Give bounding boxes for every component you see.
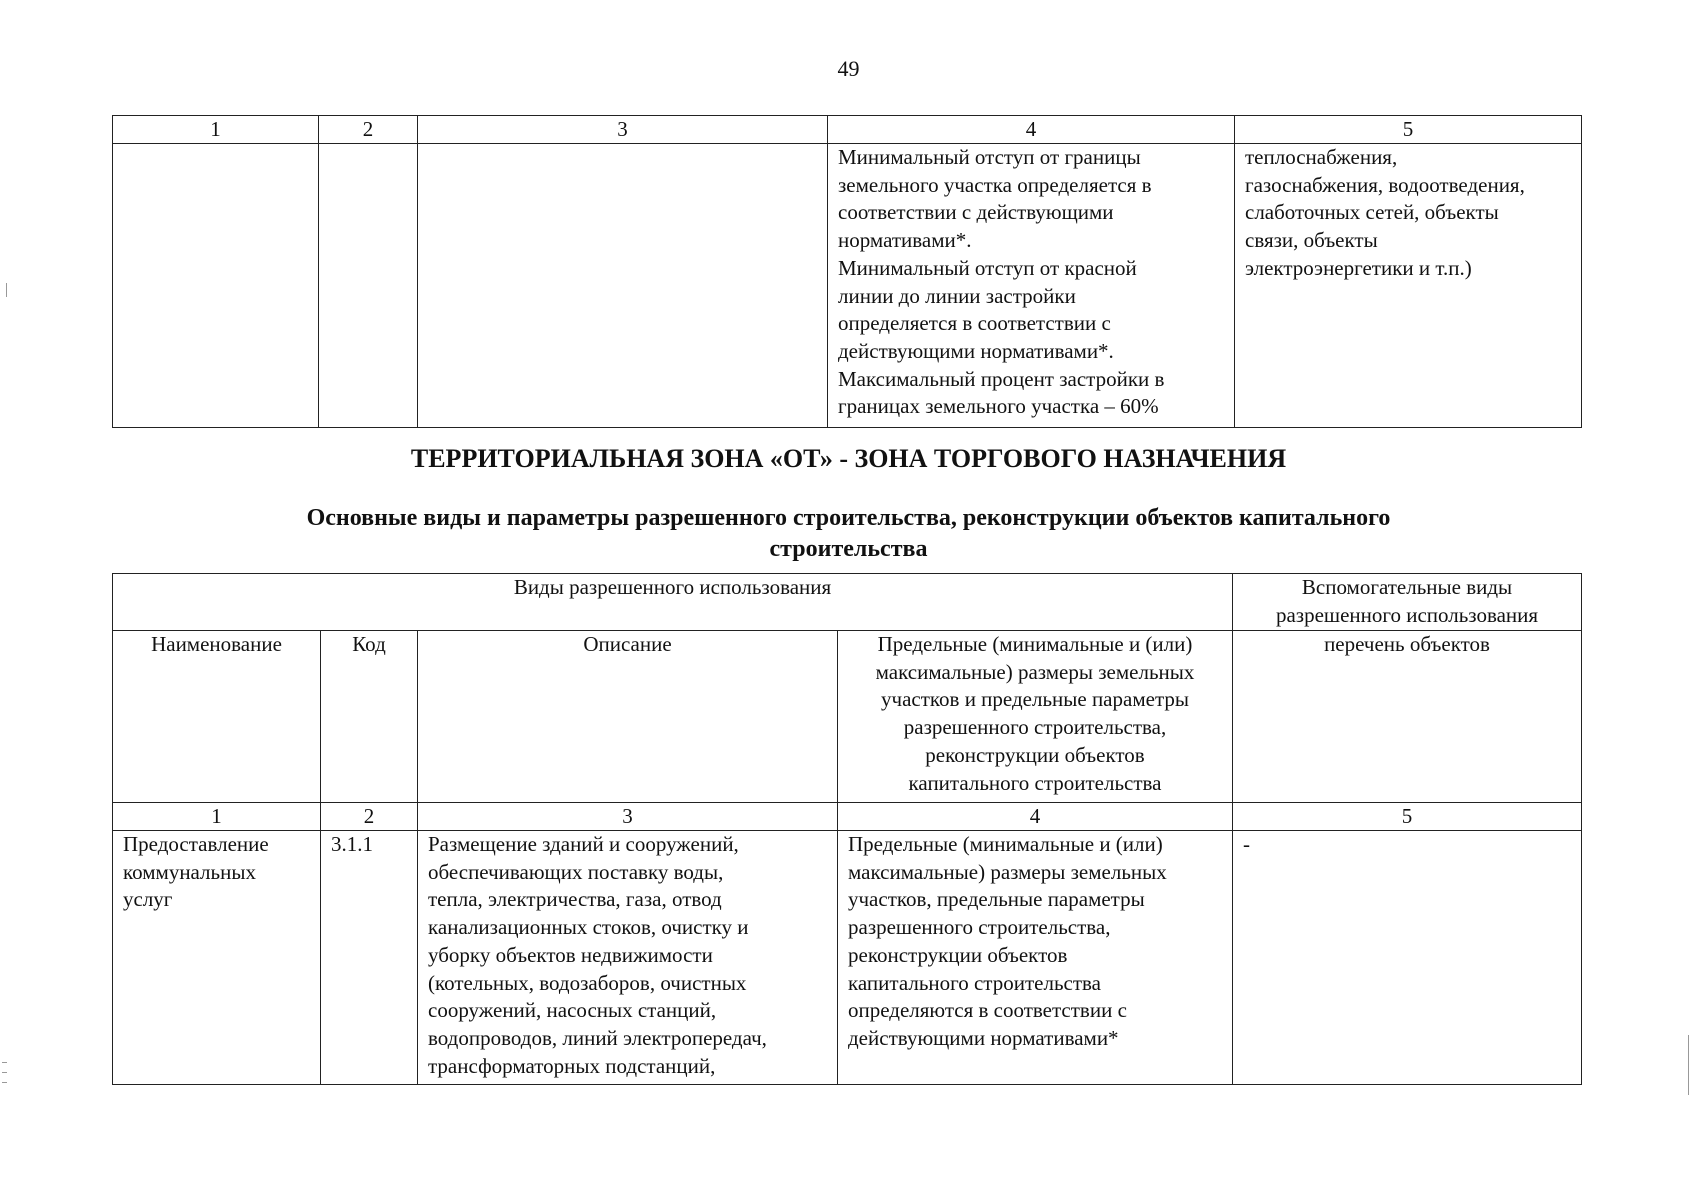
header-code: Код	[321, 631, 418, 803]
text-line: Максимальный процент застройки в	[838, 366, 1165, 391]
text-line: земельного участка определяется в	[838, 172, 1152, 197]
aux-header	[1233, 574, 1582, 631]
header-line: реконструкции объектов	[925, 742, 1145, 767]
text-line: тепла, электричества, газа, отвод	[428, 887, 722, 912]
text-line: Минимальный отступ от красной	[838, 255, 1137, 280]
text-line: Минимальный отступ от границы	[838, 145, 1141, 169]
text-line: Предельные (минимальные и (или)	[848, 832, 1163, 856]
text-line: уборку объектов недвижимости	[428, 942, 713, 967]
scan-margin-mark	[6, 283, 7, 297]
text-line: разрешенного строительства,	[848, 915, 1111, 940]
code-cell	[319, 144, 418, 428]
page-number: 49	[837, 56, 860, 81]
text-line: Предоставление	[123, 832, 269, 856]
text-line: действующими нормативами*	[848, 1025, 1119, 1050]
column-number: 5	[1235, 116, 1582, 144]
text-line: коммунальных	[123, 859, 256, 884]
text-line: участков, предельные параметры	[848, 887, 1145, 912]
header-line: Предельные (минимальные и (или)	[877, 632, 1193, 656]
continuation-table	[112, 115, 1582, 428]
section-subheading	[0, 503, 1697, 565]
column-number: 3	[418, 116, 828, 144]
text-line: границах земельного участка – 60%	[838, 394, 1159, 419]
limits-cell	[828, 144, 1235, 428]
name-cell	[113, 831, 321, 1085]
text-line: водопроводов, линий электропередач,	[428, 1025, 767, 1050]
text-line: соответствии с действующими	[838, 200, 1114, 225]
text-line: сооружений, насосных станций,	[428, 998, 717, 1023]
text-line: связи, объекты	[1245, 228, 1378, 253]
header-line: разрешенного строительства,	[903, 715, 1167, 740]
column-number-row	[113, 116, 1582, 144]
objects-cell: -	[1233, 831, 1582, 1085]
description-cell	[418, 831, 838, 1085]
column-number: 3	[418, 803, 838, 831]
header-line: капитального строительства	[908, 770, 1162, 795]
zone-heading: ТЕРРИТОРИАЛЬНАЯ ЗОНА «ОТ» - ЗОНА ТОРГОВОГО НАЗНАЧЕНИЯ	[410, 444, 1287, 473]
column-header-row	[113, 631, 1582, 803]
column-number: 1	[113, 116, 319, 144]
header-limits	[838, 631, 1233, 803]
table-row	[113, 831, 1582, 1085]
text-line: линии до линии застройки	[838, 283, 1076, 308]
header-line: максимальные) размеры земельных	[875, 659, 1195, 684]
text-line: трансформаторных подстанций,	[428, 1053, 716, 1078]
text-line: теплоснабжения,	[1245, 145, 1398, 169]
text-line: нормативами*.	[838, 228, 972, 253]
name-cell	[113, 144, 319, 428]
text-line: слаботочных сетей, объекты	[1245, 200, 1499, 225]
text-line: (котельных, водозаборов, очистных	[428, 970, 747, 995]
text-line: канализационных стоков, очистку и	[428, 915, 749, 940]
text-line: капитального строительства	[848, 970, 1101, 995]
scan-margin-mark	[2, 1072, 7, 1073]
text-line: газоснабжения, водоотведения,	[1245, 172, 1525, 197]
text-line: реконструкции объектов	[848, 942, 1068, 967]
table-row	[113, 144, 1582, 428]
column-number: 4	[828, 116, 1235, 144]
subheading-line: Основные виды и параметры разрешенного строительства, реконструкции объектов капитального	[306, 505, 1391, 531]
text-line: определяются в соответствии с	[848, 998, 1127, 1023]
limits-cell	[838, 831, 1233, 1085]
column-number: 2	[319, 116, 418, 144]
text-line: Размещение зданий и сооружений,	[428, 832, 739, 856]
permitted-use-table	[112, 573, 1582, 1085]
text-line: электроэнергетики и т.п.)	[1245, 255, 1472, 280]
header-line: участков и предельные параметры	[881, 687, 1189, 712]
column-number: 2	[321, 803, 418, 831]
objects-cell	[1235, 144, 1582, 428]
text-line: обеспечивающих поставку воды,	[428, 859, 724, 884]
text-line: максимальные) размеры земельных	[848, 859, 1167, 884]
column-number: 5	[1233, 803, 1582, 831]
text-line: действующими нормативами*.	[838, 338, 1114, 363]
header-name: Наименование	[113, 631, 321, 803]
column-number: 4	[838, 803, 1233, 831]
subheading-line: строительства	[769, 536, 928, 562]
header-description: Описание	[418, 631, 838, 803]
header-line: Вспомогательные виды	[1301, 575, 1513, 599]
column-number: 1	[113, 803, 321, 831]
description-cell	[418, 144, 828, 428]
code-cell: 3.1.1	[321, 831, 418, 1085]
group-header-row	[113, 574, 1582, 631]
column-number-row	[113, 803, 1582, 831]
header-line: разрешенного использования	[1275, 602, 1539, 627]
text-line: услуг	[123, 887, 173, 912]
scan-margin-mark	[1688, 1035, 1689, 1095]
scan-margin-mark	[2, 1062, 7, 1063]
scan-margin-mark	[2, 1082, 7, 1083]
text-line: определяется в соответствии с	[838, 311, 1111, 336]
group-header: Виды разрешенного использования	[113, 574, 1233, 631]
header-objects: перечень объектов	[1233, 631, 1582, 803]
